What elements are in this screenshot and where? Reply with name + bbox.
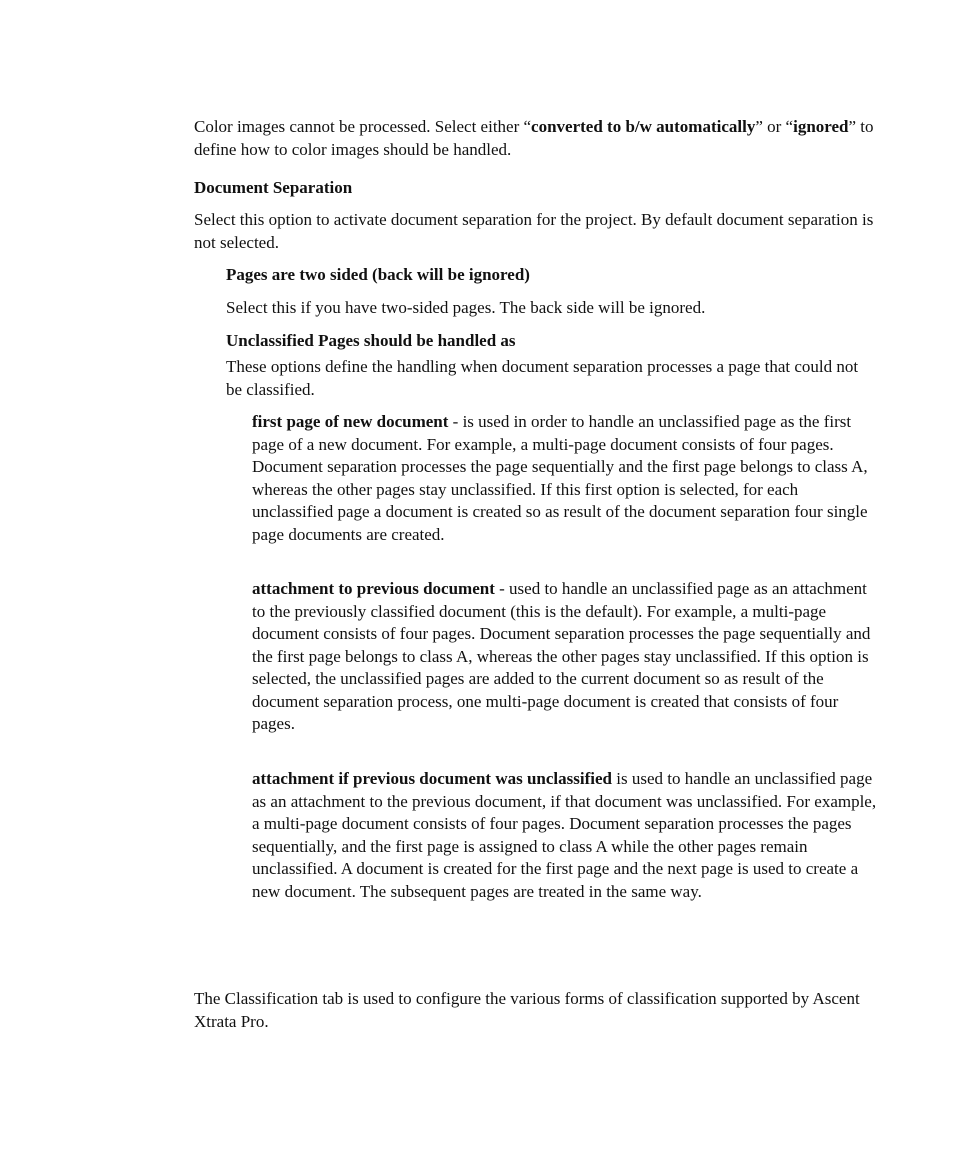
option-text: is used to handle an unclassified page as an attachment to the previous document, if that document was unclassified. For example, a multi-page document consists of four pages. Document separation processes the pages sequentially, and the first page is assigned to class A while the other pages remain unclassified. A document is created for the first page and the next page is used to create a new document. The subsequent pages are treated in the same way. <box>252 769 877 901</box>
two-sided-heading-text: Pages are two sided (back will be ignored) <box>226 265 530 284</box>
option-attachment-if-unclassified <box>252 768 882 903</box>
unclassified-heading-text: Unclassified Pages should be handled as <box>226 331 516 350</box>
color-images-text-b: ” or “ <box>755 117 794 136</box>
option-term: first page of new document <box>252 412 449 431</box>
color-images-text-c: ” to define how to color images should be handled. <box>194 117 874 159</box>
option-term: attachment to previous document <box>252 579 495 598</box>
color-images-text-a: Color images cannot be processed. Select either “ <box>194 117 532 136</box>
color-images-paragraph <box>194 116 884 161</box>
unclassified-desc: These options define the handling when document separation processes a page that could not be classified. <box>226 357 859 399</box>
option-first-page-new-document <box>252 411 882 546</box>
option-text: - used to handle an unclassified page as an attachment to the previously classified document (this is the default). For example, a multi-page document consists of four pages. Document separation processes the page sequentially and the first page belongs to class A, whereas the other pages stay unclassified. If this option is selected, the unclassified pages are added to the current document so as result of the document separation process, one multi-page document is created that consists of four pages. <box>252 579 871 733</box>
classification-intro: The Classification tab is used to configure the various forms of classification supported by Ascent Xtrata Pro. <box>194 989 860 1031</box>
document-separation-heading <box>194 177 884 200</box>
unclassified-heading <box>226 330 876 353</box>
document-separation-heading-text: Document Separation <box>194 178 353 197</box>
two-sided-desc: Select this if you have two-sided pages. The back side will be ignored. <box>226 298 706 317</box>
document-separation-desc: Select this option to activate document separation for the project. By default document separation is not selected. <box>194 210 874 252</box>
option-text: - is used in order to handle an unclassified page as the first page of a new document. For example, a multi-page document consists of four pages. Document separation processes the page sequentially and the first page belongs to class A, whereas the other pages stay unclassified. If this first option is selected, for each unclassified page a document is created so as result of the document separation four single page documents are created. <box>252 412 868 544</box>
option-ignored: ignored <box>793 117 849 136</box>
option-converted-bw: converted to b/w automatically <box>531 117 756 136</box>
option-term: attachment if previous document was unclassified <box>252 769 612 788</box>
option-attachment-previous-document <box>252 578 882 736</box>
two-sided-heading <box>226 264 876 287</box>
